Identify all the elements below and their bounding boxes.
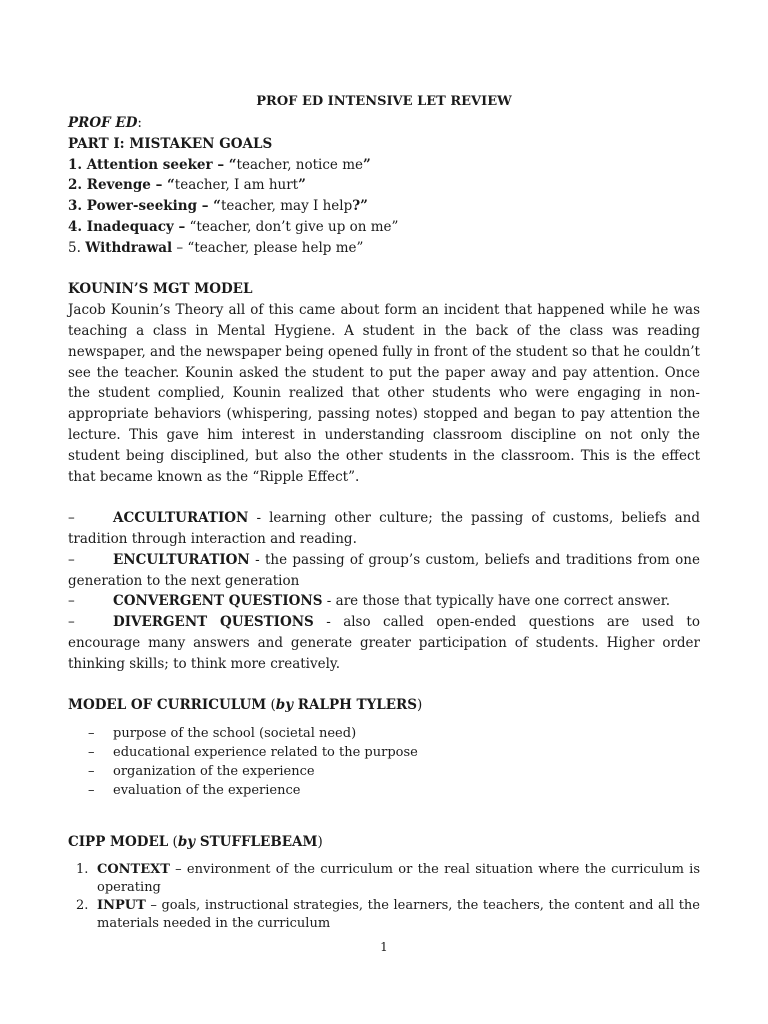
list-item: 2. INPUT – goals, instructional strategies, the learners, the teachers, the content and all the materials needed in the curriculum (76, 897, 700, 931)
page-number: 1 (380, 940, 388, 954)
list-item: 1. CONTEXT – environment of the curriculum or the real situation where the curriculum is operating (76, 861, 700, 895)
document-page (68, 92, 700, 933)
cipp-list (68, 861, 700, 933)
curriculum-list (68, 724, 700, 800)
goal-item: 5. Withdrawal – “teacher, please help me” (68, 239, 364, 256)
goal-item: 1. Attention seeker – “teacher, notice me” (68, 156, 371, 173)
section-heading: KOUNIN’S MGT MODEL (68, 281, 253, 298)
definition-item: – ACCULTURATION - learning other culture; the passing of customs, beliefs and tradition through interaction and reading. (68, 510, 700, 547)
goal-item: 2. Revenge – “teacher, I am hurt” (68, 177, 306, 194)
definition-item: – DIVERGENT QUESTIONS - also called open-ended questions are used to encourage many answers and generate greater participation of students. Higher order thinking skills; to think more creatively. (68, 614, 700, 672)
list-item: – purpose of the school (societal need) (88, 726, 357, 742)
prof-ed-label: PROF ED: (68, 115, 142, 131)
document-title: PROF ED INTENSIVE LET REVIEW (256, 94, 512, 109)
definition-item: – ENCULTURATION - the passing of group’s custom, beliefs and traditions from one generation to the next generation (68, 551, 700, 589)
goal-item: 3. Power-seeking – “teacher, may I help?” (68, 198, 368, 215)
definition-item: – CONVERGENT QUESTIONS - are those that typically have one correct answer. (68, 593, 671, 610)
spacer (68, 487, 700, 508)
list-item: – evaluation of the experience (88, 783, 301, 799)
list-item: – educational experience related to the purpose (88, 745, 418, 761)
section-heading: MODEL OF CURRICULUM (by RALPH TYLERS) (68, 697, 423, 714)
spacer (68, 259, 700, 280)
list-item: – organization of the experience (88, 764, 315, 780)
goal-item: 4. Inadequacy – “teacher, don’t give up on me” (68, 218, 399, 235)
spacer (68, 800, 700, 832)
section-heading: CIPP MODEL (by STUFFLEBEAM) (68, 834, 323, 851)
spacer (68, 675, 700, 696)
part-heading: PART I: MISTAKEN GOALS (68, 135, 273, 152)
kounin-paragraph: Jacob Kounin’s Theory all of this came about form an incident that happened while he was teaching a class in Mental Hygiene. A student in the back of the class was reading newspaper, and the newspaper being opened fully in front of the student so that he couldn’t see the teacher. Kounin asked the student to put the paper away and pay attention. Once the student complied, Kounin realized that other students who were engaging in non-appropriate behaviors (whispering, passing notes) stopped and began to pay attention the lecture. This gave him interest in understanding classroom discipline on not only the student being disciplined, but also the other students in the classroom. This is the effect that became known as the “Ripple Effect”. (68, 302, 700, 485)
